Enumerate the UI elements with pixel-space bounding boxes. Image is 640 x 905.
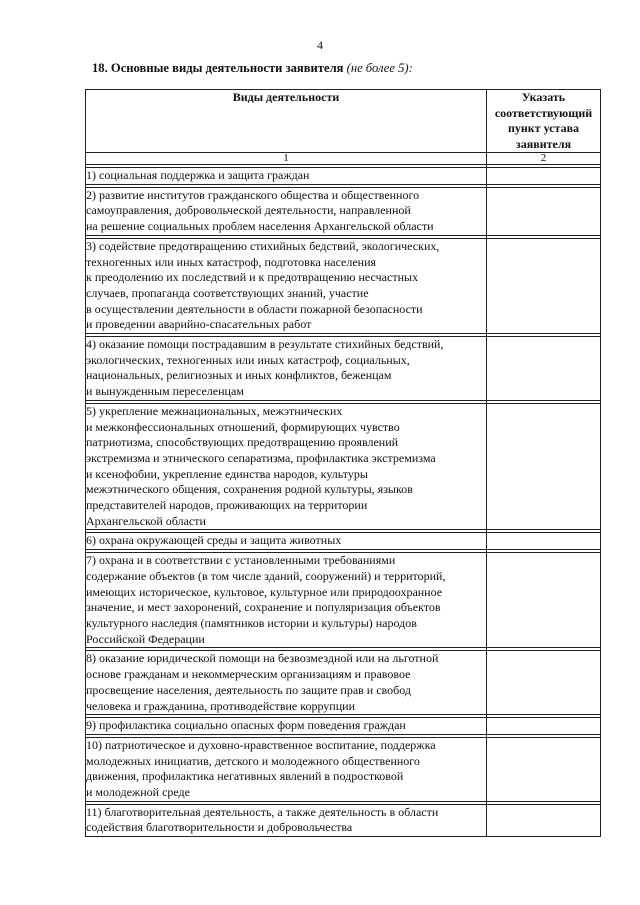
charter-clause-cell[interactable]	[487, 553, 601, 648]
activity-line: 10) патриотическое и духовно-нравственное воспитание, поддержка	[86, 737, 436, 752]
activity-line: к преодолению их последствий и к предотвращению несчастных	[86, 270, 419, 285]
activity-line: движения, профилактика негативных явлений в подростковой	[86, 769, 404, 784]
activity-line: экологических, техногенных или иных катастроф, социальных,	[86, 352, 410, 367]
table-row	[86, 718, 601, 735]
header-activities: Виды деятельности	[86, 90, 487, 153]
activity-line: 1) социальная поддержка и защита граждан	[86, 168, 310, 182]
table-row	[86, 168, 601, 185]
activity-line: и вынужденным переселенцам	[86, 384, 244, 399]
activity-line: Российской Федерации	[86, 631, 205, 646]
column-number-2: 2	[487, 153, 601, 165]
activity-line: 8) оказание юридической помощи на безвозмездной или на льготной	[86, 651, 439, 666]
activity-line: техногенных или иных катастроф, подготовка населения	[86, 254, 377, 269]
table-row	[86, 737, 601, 801]
activity-cell	[86, 718, 487, 735]
activity-line: межэтнического общения, сохранения родной культуры, языков	[86, 482, 413, 497]
table-row	[86, 533, 601, 550]
activity-line: национальных, религиозных и иных конфликтов, беженцам	[86, 368, 392, 383]
table-row	[86, 403, 601, 530]
activity-line: представителей народов, проживающих на территории	[86, 498, 368, 513]
activity-cell	[86, 168, 487, 185]
table-row	[86, 187, 601, 235]
activities-table	[85, 89, 601, 837]
activity-line: молодежных инициатив, детского и молодежного общественного	[86, 753, 420, 768]
activity-cell	[86, 737, 487, 801]
activity-line: на решение социальных проблем населения Архангельской области	[86, 219, 434, 234]
table-header-row	[86, 90, 601, 153]
charter-clause-cell[interactable]	[487, 533, 601, 550]
activity-line: содействия благотворительности и добровольчества	[86, 820, 353, 835]
activity-line: случаев, пропаганда соответствующих знаний, участие	[86, 285, 369, 300]
section-note: (не более 5):	[346, 61, 413, 75]
activity-line: 6) охрана окружающей среды и защита животных	[86, 533, 342, 548]
activity-cell	[86, 238, 487, 333]
activity-cell	[86, 533, 487, 550]
charter-clause-cell[interactable]	[487, 804, 601, 836]
section-heading	[92, 61, 413, 76]
activity-line: человека и гражданина, противодействие коррупции	[86, 698, 355, 713]
charter-clause-cell[interactable]	[487, 168, 601, 185]
charter-clause-cell[interactable]	[487, 737, 601, 801]
activity-cell	[86, 804, 487, 836]
page-number: 4	[317, 38, 323, 52]
table-row	[86, 651, 601, 715]
activity-line: 7) охрана и в соответствии с установленными требованиями	[86, 553, 396, 568]
activity-line: и ксенофобии, укрепление единства народов, культуры	[86, 466, 368, 481]
section-number: 18.	[92, 61, 108, 75]
activity-line: и молодежной среде	[86, 785, 190, 800]
activity-line: основе гражданам и некоммерческим организациям и правовое	[86, 667, 411, 682]
activity-line: значение, и мест захоронений, сохранение и популяризация объектов	[86, 600, 441, 615]
table-row	[86, 337, 601, 401]
table-row	[86, 804, 601, 836]
activity-cell	[86, 651, 487, 715]
activity-line: 9) профилактика социально опасных форм поведения граждан	[86, 718, 406, 733]
activity-cell	[86, 553, 487, 648]
activity-line: Архангельской области	[86, 513, 206, 528]
activity-cell	[86, 337, 487, 401]
activity-line: и межконфессиональных отношений, формирующих чувство	[86, 419, 400, 434]
activity-line: просвещение населения, деятельность по защите прав и свобод	[86, 682, 412, 697]
charter-clause-cell[interactable]	[487, 403, 601, 530]
activity-line: 2) развитие институтов гражданского общества и общественного	[86, 187, 420, 202]
charter-clause-cell[interactable]	[487, 651, 601, 715]
activity-line: имеющих историческое, культовое, культурное или природоохранное	[86, 584, 443, 599]
activity-line: 11) благотворительная деятельность, а также деятельность в области	[86, 804, 439, 819]
activity-line: экстремизма и этнического сепаратизма, профилактика экстремизма	[86, 450, 436, 465]
table-row	[86, 238, 601, 333]
activity-line: 4) оказание помощи пострадавшим в результате стихийных бедствий,	[86, 337, 444, 352]
column-number-row	[86, 153, 601, 165]
table-row	[86, 553, 601, 648]
activity-line: 5) укрепление межнациональных, межэтнических	[86, 403, 343, 418]
charter-clause-cell[interactable]	[487, 187, 601, 235]
activity-line: патриотизма, способствующих предотвращению проявлений	[86, 435, 399, 450]
activity-line: самоуправления, добровольческой деятельности, направленной	[86, 203, 411, 218]
header-charter-clause: Указать соответствующий пункт устава заявителя	[487, 90, 601, 153]
activity-cell	[86, 403, 487, 530]
activity-cell	[86, 187, 487, 235]
charter-clause-cell[interactable]	[487, 238, 601, 333]
charter-clause-cell[interactable]	[487, 337, 601, 401]
activity-line: культурного наследия (памятников истории и культуры) народов	[86, 615, 417, 630]
activity-line: и проведении аварийно-спасательных работ	[86, 317, 312, 332]
column-number-1: 1	[86, 153, 487, 165]
activity-line: в осуществлении деятельности в области пожарной безопасности	[86, 301, 423, 316]
activity-line: содержание объектов (в том числе зданий, сооружений) и территорий,	[86, 568, 446, 583]
activity-line: 3) содействие предотвращению стихийных бедствий, экологических,	[86, 238, 440, 253]
charter-clause-cell[interactable]	[487, 718, 601, 735]
section-title: Основные виды деятельности заявителя	[110, 61, 344, 75]
